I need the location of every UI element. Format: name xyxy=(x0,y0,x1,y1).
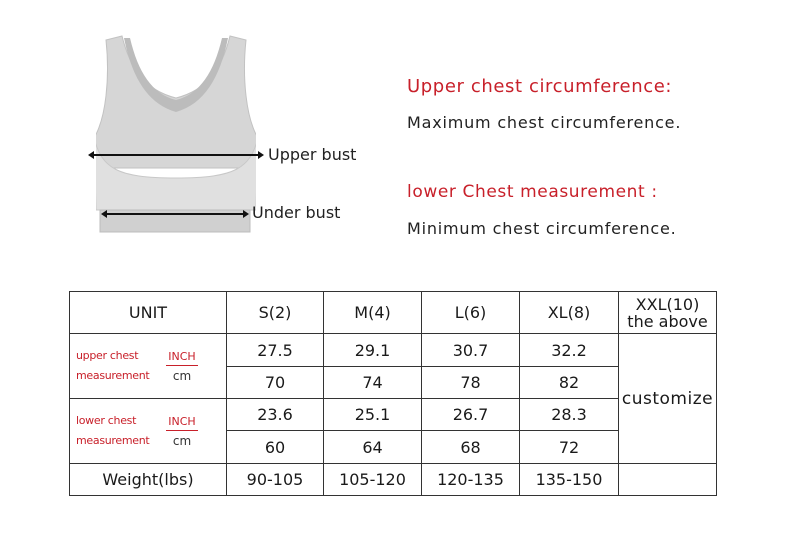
size-header-m: M(4) xyxy=(324,292,422,334)
under-bust-arrow xyxy=(101,209,249,219)
lower-inch-s: 23.6 xyxy=(227,399,324,431)
weight-xxl-empty xyxy=(619,464,717,496)
lower-cm-xl: 72 xyxy=(520,431,619,464)
lower-inch-unit: INCH xyxy=(166,415,197,431)
unit-header: UNIT xyxy=(70,292,227,334)
lower-chest-title: lower Chest measurement : xyxy=(407,182,658,202)
lower-chest-name: lower chest measurement xyxy=(76,414,150,447)
size-header-xxl xyxy=(619,292,717,334)
upper-cm-xl: 82 xyxy=(520,367,619,399)
weight-row xyxy=(70,464,717,496)
under-bust-label: Under bust xyxy=(252,203,341,222)
xxl-line1: XXL(10) xyxy=(635,294,700,314)
size-header-xl: XL(8) xyxy=(520,292,619,334)
weight-m: 105-120 xyxy=(324,464,422,496)
upper-chest-name: upper chest measurement xyxy=(76,349,150,382)
upper-chest-title: Upper chest circumference: xyxy=(407,76,673,97)
customize-cell: customize xyxy=(619,334,717,464)
size-header-s: S(2) xyxy=(227,292,324,334)
upper-inch-m: 29.1 xyxy=(324,334,422,367)
weight-label: Weight(lbs) xyxy=(70,464,227,496)
upper-inch-unit: INCH xyxy=(166,350,197,366)
lower-cm-unit: cm xyxy=(172,433,192,448)
lower-chest-text: Minimum chest circumference. xyxy=(407,219,677,238)
lower-cm-m: 64 xyxy=(324,431,422,464)
upper-bust-arrow xyxy=(88,150,264,160)
upper-chest-label-cell xyxy=(70,334,227,399)
sports-bra-illustration xyxy=(96,28,256,236)
upper-cm-s: 70 xyxy=(227,367,324,399)
xxl-line2: the above xyxy=(627,311,708,331)
lower-chest-label-cell xyxy=(70,399,227,464)
lower-inch-l: 26.7 xyxy=(422,399,520,431)
header-row xyxy=(70,292,717,334)
weight-s: 90-105 xyxy=(227,464,324,496)
lower-inch-m: 25.1 xyxy=(324,399,422,431)
upper-inch-l: 30.7 xyxy=(422,334,520,367)
upper-cm-unit: cm xyxy=(172,368,192,383)
size-chart-table xyxy=(69,291,717,496)
lower-inch-xl: 28.3 xyxy=(520,399,619,431)
lower-cm-s: 60 xyxy=(227,431,324,464)
weight-l: 120-135 xyxy=(422,464,520,496)
upper-chest-text: Maximum chest circumference. xyxy=(407,113,682,132)
weight-xl: 135-150 xyxy=(520,464,619,496)
upper-cm-m: 74 xyxy=(324,367,422,399)
size-header-l: L(6) xyxy=(422,292,520,334)
lower-cm-l: 68 xyxy=(422,431,520,464)
upper-inch-row xyxy=(70,334,717,367)
upper-inch-xl: 32.2 xyxy=(520,334,619,367)
upper-inch-s: 27.5 xyxy=(227,334,324,367)
upper-bust-label: Upper bust xyxy=(268,145,357,164)
upper-cm-l: 78 xyxy=(422,367,520,399)
